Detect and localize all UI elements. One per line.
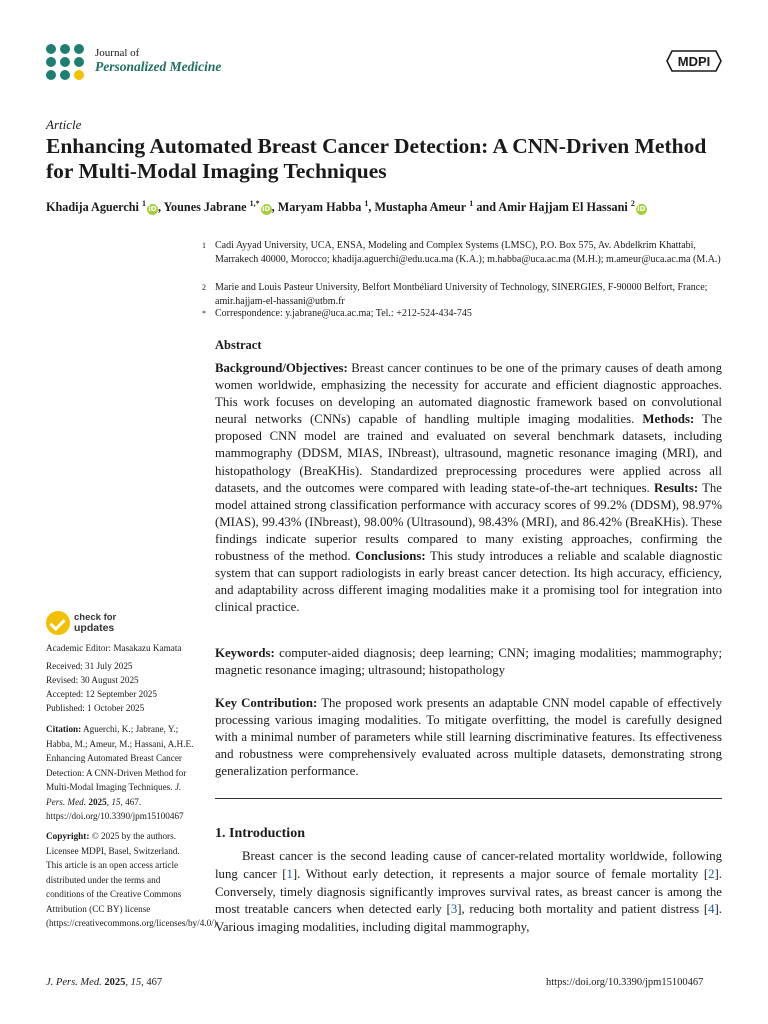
paper-title: Enhancing Automated Breast Cancer Detection: A CNN-Driven Method for Multi-Modal Imaging Techniques [46, 134, 707, 183]
orcid-icon[interactable]: iD [637, 205, 646, 214]
academic-editor: Academic Editor: Masakazu Kamata [46, 643, 182, 653]
copyright-block: Copyright: © 2025 by the authors. Licensee MDPI, Basel, Switzerland. This article is an open access article distributed under the terms and conditions of the Creative Commons Attribution (CC BY) license (https://creativecommons.org/licenses/by/4.0/). [46, 831, 220, 928]
correspondence: * Correspondence: y.jabrane@uca.ac.ma; Tel.: +212-524-434-745 [202, 308, 472, 319]
journal-prefix: Journal of [95, 47, 140, 59]
check-for-updates-badge[interactable]: check for updates [46, 611, 166, 637]
abstract-body: Background/Objectives: Breast cancer continues to be one of the primary causes of death among women worldwide, emphasizing the necessity for accurate and efficient diagnostic approaches. This work focuses on developing an automated diagnostic framework based on convolutional neural networks (CNNs) capable of handling multiple imaging modalities. Methods: The proposed CNN model are trained and evaluated on several benchmark datasets, including mammography (DDSM, MIAS, INbreast), ultrasound, magnetic resonance imaging (MRI), and histopathology (BreaKHis). Standardized preprocessing procedures were applied across all datasets, and the outcomes were compared with leading state-of-the-art techniques. Results: The model attained strong classification performance with accuracy scores of 99.2% (DDSM), 98.97% (MIAS), 99.43% (INbreast), 98.00% (Ultrasound), 98.43% (MRI), and 86.42% (BreaKHis). These findings indicate superior results compared to many existing approaches, confirming the robustness of the method. Conclusions: This study introduces a reliable and scalable diagnostic system that can support radiologists in early breast cancer detection. Its high accuracy, efficiency, and adaptability across different imaging modalities make it a promising tool for integration into clinical practice. [215, 361, 723, 615]
section-divider [215, 798, 722, 799]
author: Mustapha Ameur [374, 200, 467, 215]
affiliation-2: 2 Marie and Louis Pasteur University, Belfort Montbéliard University of Technology, SINERGIES, F-90000 Belfort, France; amir.hajjam-el-hassani@utbm.fr [202, 282, 708, 307]
intro-paragraph: Breast cancer is the second leading cause of cancer-related mortality worldwide, following lung cancer [1]. Without early detection, it represents a major source of female mortality [2]. Conversely, timely diagnosis significantly improves survival rates, as breast cancer is among the most treatable cancers when detected early [3], reducing both mortality and patient distress [4]. Various imaging modalities, including digital mammography, [215, 849, 722, 935]
citation-link[interactable]: 4 [708, 902, 715, 917]
citation-link[interactable]: 1 [286, 866, 293, 881]
svg-text:MDPI: MDPI [677, 54, 711, 69]
author: and Amir Hajjam El Hassani [476, 200, 628, 215]
orcid-icon[interactable]: iD [262, 205, 271, 214]
citation-link[interactable]: 2 [708, 866, 715, 881]
article-type: Article [46, 117, 82, 132]
author-list: Khadija Aguerchi $^1$iD, Younes Jabrane $^{1,*}$iD, Maryam Habba $^1$, Mustapha Ameur $^1$ and Amir Hajjam El Hassani $^2$iD [46, 199, 646, 215]
section-heading: 1. Introduction [215, 826, 305, 841]
abstract-heading: Abstract [215, 338, 262, 352]
revised-date: Revised: 30 August 2025 [46, 675, 139, 685]
received-date: Received: 31 July 2025 [46, 661, 133, 671]
published-date: Published: 1 October 2025 [46, 703, 145, 713]
affiliation-1: 1 Cadi Ayyad University, UCA, ENSA, Modeling and Complex Systems (LMSC), P.O. Box 575, Av. Abdelkrim Khattabi, Marrakech 40000, Morocco; khadija.aguerchi@edu.uca.ma (K.A.); m.habba@uca.ac.ma (M.H.); m.ameur@uca.ac.ma (M.A.) [202, 240, 721, 265]
key-contribution: Key Contribution: The proposed work presents an adaptable CNN model capable of effectively processing various imaging modalities. To mitigate overfitting, the model is carefully designed with a minimal number of parameters while still learning discriminative features. Its effectiveness and robustness were comprehensively evaluated across multiple datasets, demonstrating strong generalization performance. [215, 696, 722, 779]
citation-link[interactable]: 3 [450, 902, 458, 917]
mdpi-logo [666, 50, 722, 72]
footer-doi[interactable]: https://doi.org/10.3390/jpm15100467 [546, 977, 704, 988]
citation-block: Citation: Aguerchi, K.; Jabrane, Y.; Habba, M.; Ameur, M.; Hassani, A.H.E. Enhancing Automated Breast Cancer Detection: A CNN-Driven Method for Multi-Modal Imaging Techniques. J. Pers. Med. 2025, 15, 467. https://doi.org/10.3390/jpm15100467 [46, 724, 194, 821]
journal-name: Personalized Medicine [95, 59, 222, 74]
orcid-icon[interactable]: iD [148, 205, 157, 214]
journal-logo [46, 44, 88, 82]
accepted-date: Accepted: 12 September 2025 [46, 689, 157, 699]
author: Maryam Habba [277, 200, 362, 215]
author: Younes Jabrane [163, 200, 247, 215]
footer-citation: J. Pers. Med. 2025, 15, 467 [46, 977, 163, 988]
keywords: Keywords: computer-aided diagnosis; deep learning; CNN; imaging modalities; mammography; magnetic resonance imaging; ultrasound; histopathology [215, 646, 723, 678]
check-icon [46, 611, 70, 635]
author: Khadija Aguerchi [46, 200, 139, 215]
